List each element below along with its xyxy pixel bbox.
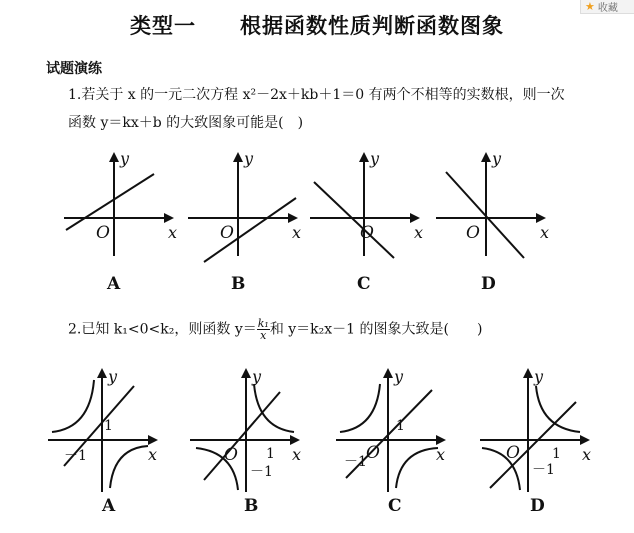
q1-option-a[interactable]: A (107, 274, 121, 294)
y-axis-arrow (109, 152, 119, 162)
tick-neg-1: －1 (344, 454, 367, 470)
fraction-denominator: x (260, 329, 267, 342)
x-axis-label: x (168, 223, 178, 242)
favorite-label: 收藏 (597, 3, 618, 14)
y-axis-arrow (481, 152, 491, 162)
origin-label: O (224, 445, 238, 465)
question-1-line-2: 函数 y＝kx＋b 的大致图象可能是( ) (68, 115, 304, 131)
page-title: 类型一 根据函数性质判断函数图象 (130, 13, 504, 38)
star-icon: ★ (585, 0, 595, 13)
origin-label: O (220, 223, 234, 243)
question-2-suffix: 和 y＝k₂x－1 的图象大致是( ) (269, 321, 483, 338)
y-axis-label: y (370, 149, 380, 168)
y-axis-arrow (523, 368, 533, 378)
question-2-prefix: 2.已知 k₁<0<k₂，则函数 y＝ (68, 321, 257, 338)
hyperbola-branch (254, 384, 294, 432)
x-axis-label: x (292, 445, 302, 464)
y-axis-arrow (383, 368, 393, 378)
origin-label: O (466, 223, 480, 243)
x-axis-arrow (436, 435, 446, 445)
x-axis-label: x (582, 445, 592, 464)
q2-option-d[interactable]: D (530, 496, 545, 516)
q1-graph-c (306, 146, 436, 256)
q2-option-c[interactable]: C (388, 496, 402, 516)
x-axis-arrow (164, 213, 174, 223)
line-graph (314, 182, 394, 258)
q1-graph-a (56, 146, 186, 256)
x-axis-arrow (580, 435, 590, 445)
y-axis-arrow (233, 152, 243, 162)
x-axis-arrow (290, 435, 300, 445)
line-graph (66, 174, 154, 230)
q2-option-b[interactable]: B (244, 496, 259, 516)
origin-label: O (360, 223, 374, 243)
x-axis-arrow (148, 435, 158, 445)
q2-option-a[interactable]: A (102, 496, 116, 516)
question-2-text (68, 318, 482, 341)
y-axis-arrow (359, 152, 369, 162)
hyperbola-branch (52, 380, 94, 432)
y-axis-label: y (244, 149, 254, 168)
x-axis-arrow (536, 213, 546, 223)
y-axis-label: y (492, 149, 502, 168)
line-graph (204, 198, 296, 262)
x-axis-label: x (540, 223, 550, 242)
x-axis-label: x (148, 445, 158, 464)
x-axis-label: x (292, 223, 302, 242)
tick-1: 1 (266, 446, 275, 462)
y-axis-label: y (534, 367, 544, 386)
section-heading: 试题演练 (46, 61, 102, 77)
q2-graph-b (186, 362, 316, 492)
q2-graph-d (476, 362, 606, 492)
origin-label: O (366, 443, 380, 463)
tick-neg-1: －1 (64, 448, 87, 464)
origin-label: O (96, 223, 110, 243)
tick-1: 1 (396, 418, 405, 434)
tick-1: 1 (104, 418, 113, 434)
hyperbola-branch (536, 386, 580, 432)
hyperbola-branch (396, 448, 438, 488)
tick-neg-1: －1 (250, 464, 273, 480)
x-axis-label: x (436, 445, 446, 464)
q2-graph-c (332, 362, 462, 492)
q1-option-b[interactable]: B (231, 274, 246, 294)
fraction-numerator: k₁ (257, 317, 269, 330)
fraction (257, 318, 270, 341)
x-axis-label: x (414, 223, 424, 242)
y-axis-label: y (120, 149, 130, 168)
question-1-line-1: 1.若关于 x 的一元二次方程 x²－2x＋kb＋1＝0 有两个不相等的实数根，则一次 (68, 87, 565, 103)
hyperbola-branch (340, 384, 380, 432)
q1-graph-d (432, 146, 562, 256)
y-axis-label: y (394, 367, 404, 386)
x-axis-arrow (410, 213, 420, 223)
y-axis-arrow (241, 368, 251, 378)
x-axis-arrow (288, 213, 298, 223)
q1-option-d[interactable]: D (481, 274, 496, 294)
y-axis-label: y (252, 367, 262, 386)
origin-label: O (506, 443, 520, 463)
q1-option-c[interactable]: C (357, 274, 371, 294)
q2-graph-a (44, 362, 174, 492)
y-axis-label: y (108, 367, 118, 386)
hyperbola-branch (110, 446, 148, 488)
tick-1: 1 (552, 446, 561, 462)
y-axis-arrow (97, 368, 107, 378)
tick-neg-1: －1 (532, 462, 555, 478)
q1-graph-b (180, 146, 310, 256)
